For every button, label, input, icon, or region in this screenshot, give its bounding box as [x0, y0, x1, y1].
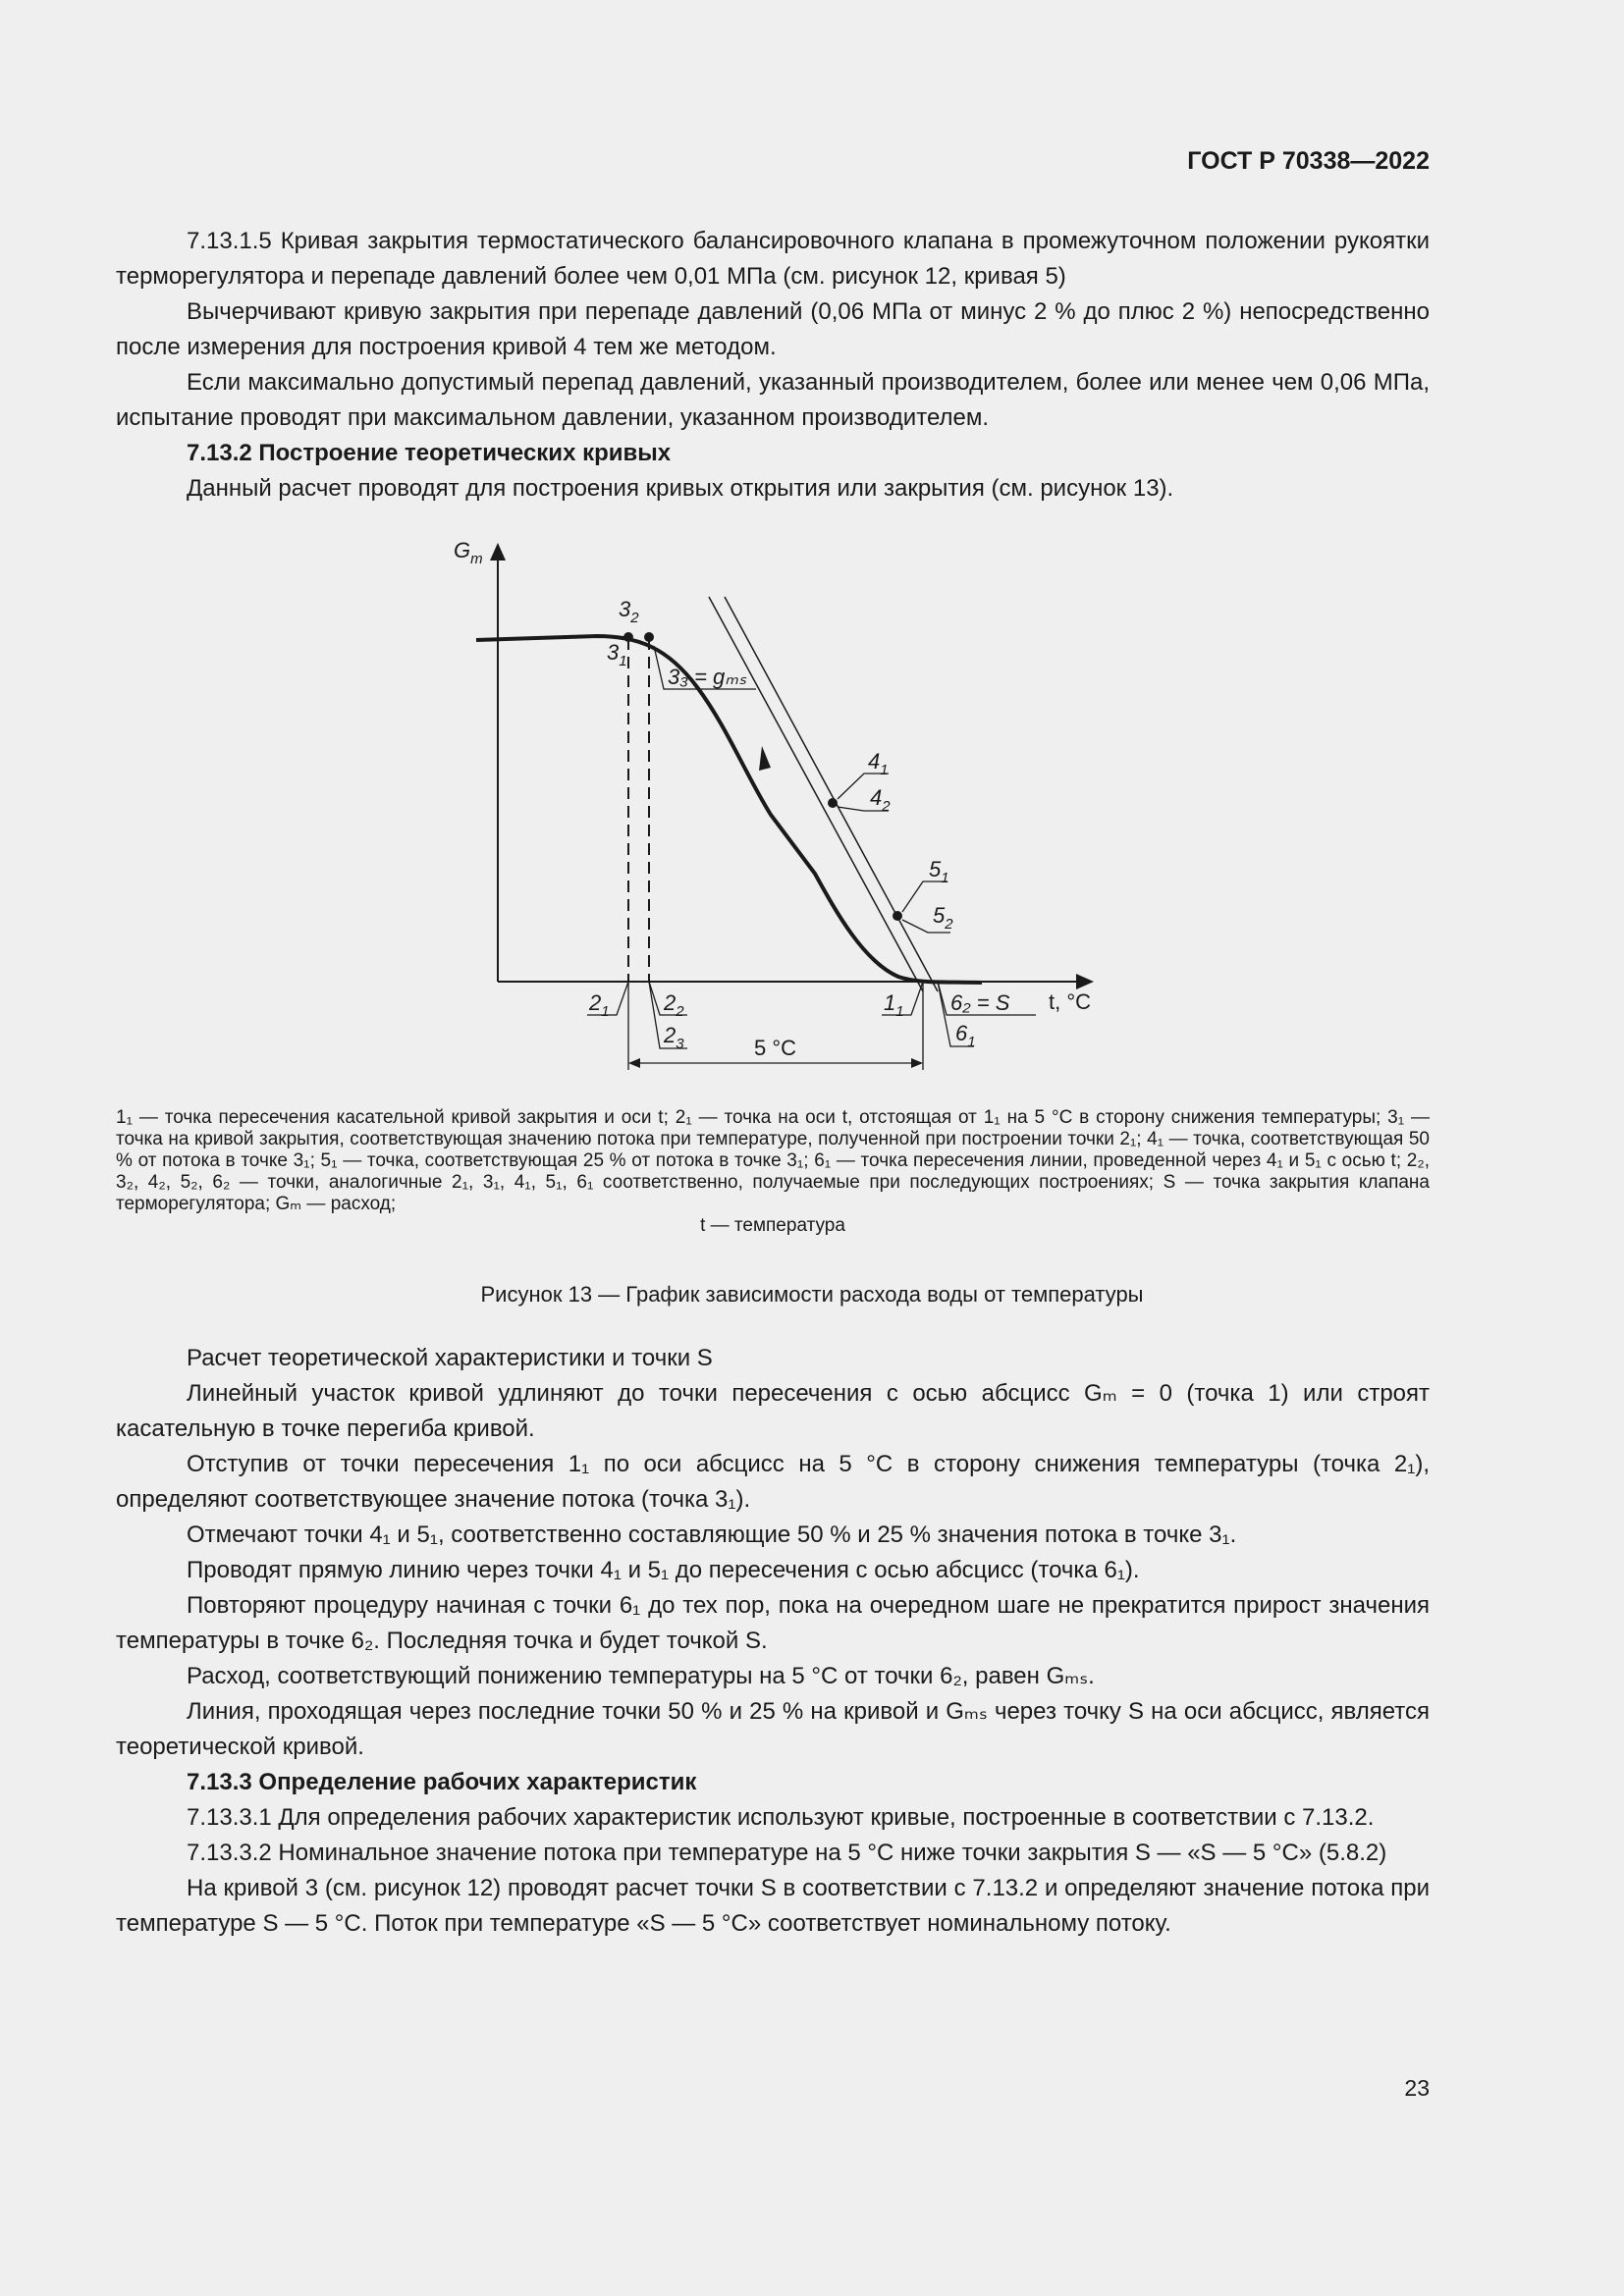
- label-point-5-2: $5_2$: [933, 903, 953, 933]
- span-arrowhead-right: [911, 1058, 923, 1068]
- y-axis-label: $G_m$: [454, 538, 483, 567]
- paragraph: 7.13.1.5 Кривая закрытия термостатического балансировочного клапана в промежуточном положении рукоятки терморегулятора и перепаде давлений более чем 0,01 МПа (см. рисунок 12, кривая 5): [116, 228, 1430, 290]
- label-point-4-1: $4_1$: [868, 749, 889, 778]
- tangent-line-1: [709, 597, 923, 991]
- paragraph: Расчет теоретической характеристики и точки S: [187, 1345, 713, 1371]
- legend-last-line: t — температура: [700, 1215, 845, 1236]
- legend-text: 1₁ — точка пересечения касательной кривой закрытия и оси t; 2₁ — точка на оси t, отстоящая от 1₁ на 5 °С в сторону снижения температуры; 3₁ — точка на кривой закрытия, соответствующая значению потока при температуре, полученной при построении точки 2₁; 4₁ — точка, соответствующая 50 % от потока в точке 3₁; 5₁ — точка, соответствующая 25 % от потока в точке 3₁; 6₁ — точка пересечения линии, проведенной через 4₁ и 5₁ с осью t; 2₂, 3₂, 4₂, 5₂, 6₂ — точки, аналогичные 2₁, 3₁, 4₁, 5₁, 6₁ соответственно, получаемые при последующих построениях; S — точка закрытия клапана терморегулятора; Gₘ — расход;: [116, 1107, 1430, 1214]
- label-point-1-1: $1_1$: [884, 990, 904, 1020]
- point-3-1: [623, 632, 633, 642]
- span-label: 5 °C: [754, 1036, 797, 1060]
- span-arrowhead-left: [628, 1058, 640, 1068]
- paragraph: Если максимально допустимый перепад давлений, указанный производителем, более или менее чем 0,06 МПа, испытание проводят при максимальном давлении, указанном производителем.: [116, 369, 1430, 431]
- paragraph: Отступив от точки пересечения 1₁ по оси абсцисс на 5 °C в сторону снижения температуры (точка 2₁), определяют соответствующее значение потока (точка 3₁).: [116, 1451, 1430, 1513]
- label-point-3-1: $3_1$: [607, 640, 627, 669]
- label-point-3-2: $3_2$: [619, 597, 639, 626]
- paragraph: Линейный участок кривой удлиняют до точки пересечения с осью абсцисс Gₘ = 0 (точка 1) или строят касательную в точке перегиба кривой.: [116, 1380, 1430, 1442]
- x-axis-label: t, °C: [1049, 989, 1092, 1014]
- page-number: 23: [1404, 2075, 1430, 2101]
- point-3-2: [644, 632, 654, 642]
- paragraph: Расход, соответствующий понижению температуры на 5 °C от точки 6₂, равен Gₘₛ.: [187, 1663, 1095, 1689]
- paragraph: Повторяют процедуру начиная с точки 6₁ до тех пор, пока на очередном шаге не прекратится прирост значения температуры в точке 6₂. Последняя точка и будет точкой S.: [116, 1592, 1430, 1654]
- text-block-bottom: [116, 1341, 1430, 1942]
- formula-3-3-label: 3₃ = gₘₛ: [668, 665, 747, 689]
- paragraph: Проводят прямую линию через точки 4₁ и 5₁ до пересечения с осью абсцисс (точка 6₁).: [187, 1557, 1140, 1583]
- label-point-6-1: $6_1$: [955, 1021, 976, 1050]
- point-5: [893, 911, 902, 921]
- section-heading: 7.13.2 Построение теоретических кривых: [187, 440, 672, 466]
- document-header: ГОСТ Р 70338—2022: [1187, 147, 1430, 175]
- label-point-2-3: $2_3$: [664, 1023, 684, 1052]
- text-block-top: [116, 224, 1430, 507]
- paragraph: 7.13.3.1 Для определения рабочих характеристик используют кривые, построенные в соответствии с 7.13.2.: [187, 1804, 1375, 1831]
- paragraph: На кривой 3 (см. рисунок 12) проводят расчет точки S в соответствии с 7.13.2 и определяют значение потока при температуре S — 5 °C. Поток при температуре «S — 5 °C» соответствует номинальному потоку.: [116, 1875, 1430, 1937]
- section-heading: 7.13.3 Определение рабочих характеристик: [187, 1769, 697, 1795]
- label-point-4-2: $4_2$: [870, 785, 891, 815]
- figure-13-graph: [432, 530, 1139, 1090]
- point-4: [828, 798, 838, 808]
- label-point-2-1: $2_1$: [589, 990, 610, 1020]
- figure-caption: Рисунок 13 — График зависимости расхода воды от температуры: [480, 1282, 1144, 1307]
- figure-legend: [116, 1107, 1430, 1237]
- paragraph: Данный расчет проводят для построения кривых открытия или закрытия (см. рисунок 13).: [187, 475, 1174, 502]
- paragraph: 7.13.3.2 Номинальное значение потока при температуре на 5 °C ниже точки закрытия S — «S — 5 °C» (5.8.2): [187, 1840, 1387, 1866]
- curve-direction-arrow: [759, 746, 771, 771]
- paragraph: Вычерчивают кривую закрытия при перепаде давлений (0,06 МПа от минус 2 % до плюс 2 %) непосредственно после измерения для построения кривой 4 тем же методом.: [116, 298, 1430, 360]
- paragraph: Отмечают точки 4₁ и 5₁, соответственно составляющие 50 % и 25 % значения потока в точке 3₁.: [187, 1522, 1237, 1548]
- paragraph: Линия, проходящая через последние точки 50 % и 25 % на кривой и Gₘₛ через точку S на оси абсцисс, является теоретической кривой.: [116, 1698, 1430, 1760]
- label-point-2-2: $2_2$: [664, 990, 684, 1020]
- label-point-6-2-S: 6₂ = S: [950, 990, 1010, 1015]
- label-point-5-1: $5_1$: [929, 857, 949, 886]
